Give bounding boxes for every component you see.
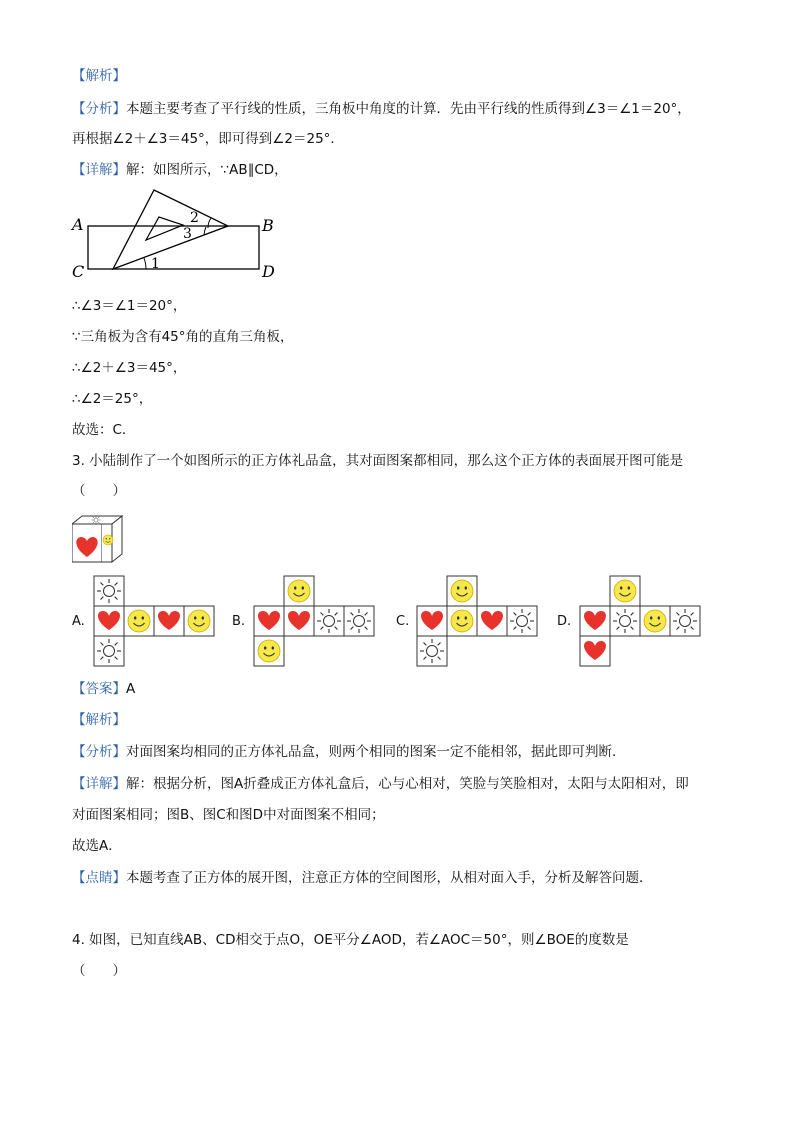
xiangjie-text-q3: 解：根据分析，图A折叠成正方体礼盒后，心与心相对，笑脸与笑脸相对，太阳与太阳相对，即 bbox=[126, 776, 689, 792]
xiangjie-line-q3-2: 对面图案相同；图B、图C和图D中对面图案不相同； bbox=[72, 807, 385, 823]
analysis-tag: 【解析】 bbox=[72, 68, 126, 84]
label-A: A bbox=[72, 215, 84, 234]
smiley-icon bbox=[128, 610, 150, 632]
fenxi-tag: 【分析】 bbox=[72, 101, 126, 117]
question3-paren: （ ） bbox=[72, 483, 126, 499]
fenxi-tag-q3: 【分析】 bbox=[72, 744, 126, 760]
cube-side-face bbox=[112, 516, 122, 562]
fenxi-line-2: 再根据∠2＋∠3＝45°，即可得到∠2＝25°． bbox=[72, 131, 344, 147]
angle-label-3: 3 bbox=[183, 226, 192, 242]
option-a-net bbox=[94, 576, 214, 666]
angle-1-arc bbox=[144, 258, 146, 269]
option-a-label[interactable]: A. bbox=[72, 614, 85, 629]
option-d-net bbox=[580, 576, 700, 666]
answer-tag: 【答案】 bbox=[72, 681, 126, 697]
answer-value: A bbox=[126, 681, 136, 697]
option-b-label[interactable]: B. bbox=[232, 614, 246, 629]
label-D: D bbox=[262, 262, 275, 281]
smiley-icon bbox=[288, 580, 310, 602]
question4-paren: （ ） bbox=[72, 963, 126, 979]
xiangjie-line-q3 bbox=[72, 774, 689, 794]
option-c-net bbox=[417, 576, 537, 666]
option-d-label[interactable]: D. bbox=[557, 614, 572, 629]
step-3: ∴∠2＋∠3＝45°， bbox=[72, 360, 187, 376]
fenxi-text: 本题主要考查了平行线的性质，三角板中角度的计算．先由平行线的性质得到∠3＝∠1＝20°， bbox=[126, 101, 691, 117]
dianjing-text: 本题考查了正方体的展开图，注意正方体的空间图形，从相对面入手，分析及解答问题． bbox=[126, 870, 653, 886]
step-4: ∴∠2＝25°， bbox=[72, 391, 153, 407]
step-2: ∵三角板为含有45°角的直角三角板， bbox=[72, 329, 294, 345]
xiangjie-tag: 【详解】 bbox=[72, 162, 126, 178]
option-c-label[interactable]: C. bbox=[396, 614, 410, 629]
rectangle-shape bbox=[88, 226, 259, 269]
parallel-lines-triangle-figure bbox=[66, 185, 286, 285]
label-C: C bbox=[72, 262, 85, 281]
xiangjie-tag-q3: 【详解】 bbox=[72, 776, 126, 792]
label-B: B bbox=[262, 216, 274, 235]
step-5: 故选：C． bbox=[72, 422, 136, 438]
xiangjie-text: 解：如图所示，∵AB∥CD， bbox=[126, 162, 288, 178]
gift-cube-figure bbox=[72, 514, 126, 564]
fenxi-line-q3 bbox=[72, 742, 626, 762]
answer-line bbox=[72, 679, 135, 699]
smiley-icon bbox=[258, 640, 280, 662]
triangle-ruler-inner bbox=[146, 217, 183, 240]
question4-stem: 4. 如图，已知直线AB、CD相交于点O，OE平分∠AOD，若∠AOC＝50°，则∠BOE的度数是 bbox=[72, 932, 629, 948]
fenxi-text-q3: 对面图案均相同的正方体礼品盒，则两个相同的图案一定不能相邻，据此即可判断． bbox=[126, 744, 626, 760]
smiley-icon bbox=[188, 610, 210, 632]
fenxi-line-1 bbox=[72, 99, 691, 119]
dianjing-tag: 【点睛】 bbox=[72, 870, 126, 886]
conclusion-q3: 故选A． bbox=[72, 838, 122, 854]
xiangjie-line bbox=[72, 160, 288, 180]
smiley-icon bbox=[451, 580, 473, 602]
smiley-icon bbox=[644, 610, 666, 632]
angle-label-1: 1 bbox=[151, 256, 160, 272]
analysis-tag-q3: 【解析】 bbox=[72, 712, 126, 728]
angle-label-2: 2 bbox=[190, 210, 199, 226]
smiley-icon bbox=[614, 580, 636, 602]
smiley-icon bbox=[451, 610, 473, 632]
smiley-icon bbox=[103, 535, 113, 545]
dianjing-line-q3 bbox=[72, 868, 653, 888]
option-b-net bbox=[254, 576, 374, 666]
question3-stem: 3. 小陆制作了一个如图所示的正方体礼品盒，其对面图案都相同，那么这个正方体的表面展开图可能是 bbox=[72, 453, 684, 469]
step-1: ∴∠3＝∠1＝20°， bbox=[72, 298, 187, 314]
